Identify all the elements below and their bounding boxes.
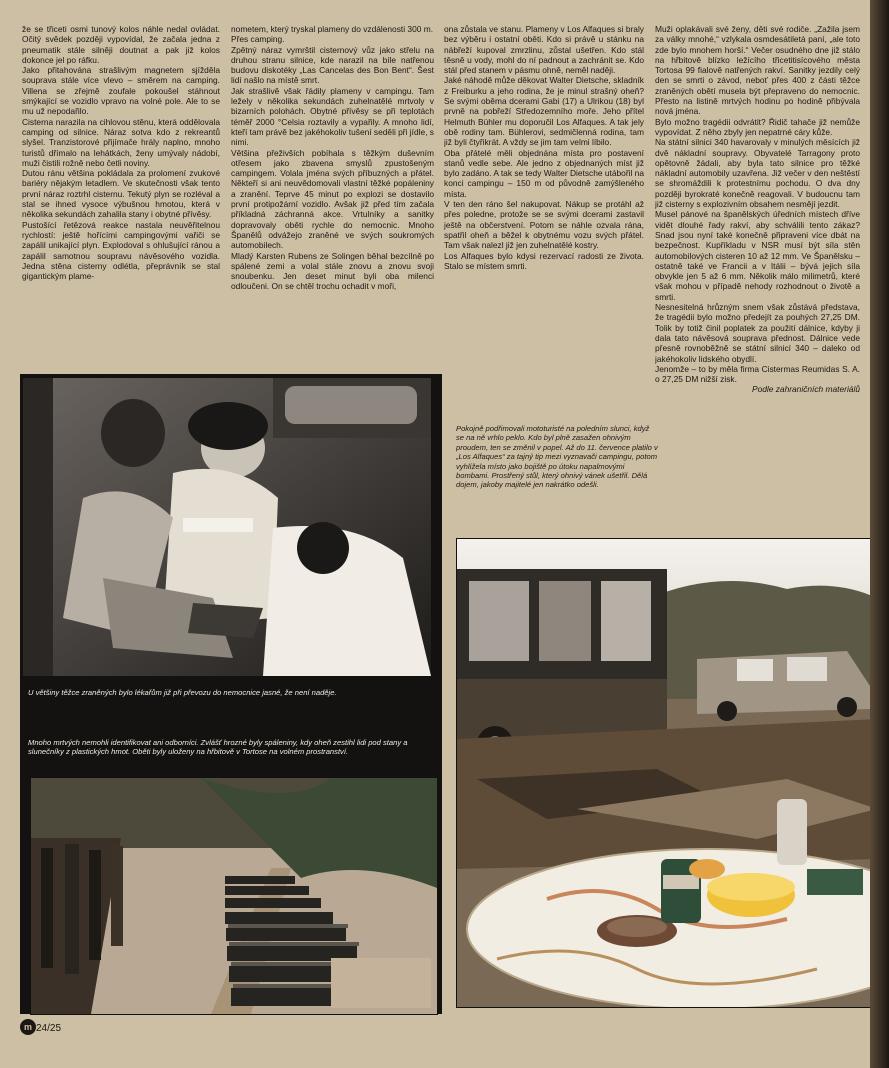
source-signature: Podle zahraničních materiálů bbox=[751, 384, 860, 395]
text-column-3 bbox=[444, 24, 644, 368]
paragraph: Na státní silnici 340 havarovaly v minulých měsících již dvě nákladní soupravy. Obyvatelé Tarragony proto opětovně žádali, aby byla tato silnice pro těžké nákladní automobily uzavřena. Již večer v den neštěstí se shromáždili k protestnímu pochodu. O dva dny později byrokraté konečně reagovali. V budoucnu tam již cisterny s explozivním obsahem nesmějí jezdit. bbox=[655, 137, 860, 210]
text-column-2 bbox=[231, 24, 434, 368]
paragraph: že se třiceti osmi tunový kolos náhle nedal ovládat. Očitý svědek později vypovídal, že začala jedna z pneumatik stále silněji doutnat a pak již kolos dokonce jel po ráfku. bbox=[22, 24, 220, 65]
paragraph: Cisterna narazila na cihlovou stěnu, která oddělovala camping od silnice. Náraz sotva kdo z rekreantů slyšel. Tranzistorové přijímače hrály naplno, mnoho turistů dřímalo na lehátkách, ženy umývaly nádobí, muži čistili rožně nebo četli noviny. bbox=[22, 116, 220, 168]
paragraph: Nesnesitelná hrůzným snem však zůstává představa, že tragédii bylo možno předejít za pouhých 27,25 DM. Tolik by totiž činil poplatek za použití dálnice, kdyby ji dala tato návěsová souprava přednost. Dálnice vede přesně rovnoběžně se státní silnicí 340 – daleko od jakéhokoliv lidského obydlí. bbox=[655, 302, 860, 364]
text-column-1 bbox=[22, 24, 220, 368]
photo-caption: Pokojně podřimovali mototuristé na poledním slunci, když se na ně vrhlo peklo. Kdo byl plně zasažen ohnivým proudem, ten se změnil v popel. Až do 11. července platilo v „Los Alfaques“ za tajný tip mezi vyznavači campingu, potom vyhlížela místo jako bojiště po útoku napalmovými bombami. Prostřený stůl, který ohnivý vánek ušetřil. Dělá dojem, jakoby majitelé jen nakrátko odešli. bbox=[456, 424, 658, 490]
paragraph: ona zůstala ve stanu. Plameny v Los Alfaques si braly bez výběru i ostatní oběti. Kdo si právě u stánku na nábřeží kupoval zmrzlinu, zůstal ušetřen. Kdo stál těsně u vody, mohl do ní padnout a zachránit se. Kdo stál před stanem v pásmu ohně, neměl naději. bbox=[444, 24, 644, 76]
paragraph: Musel pánové na španělských úředních místech dříve vidět dlouhé řady rakví, aby schválili tento zákaz? Snad jsou nyní také konečně připraveni více dbát na bezpečnost. Kupříkladu v NSR musí být síla stěn automobilových cisteren 10 až 12 mm. Ve Španělsku – ostatně také ve Francii a v Itálii – bývá jejich síla obvykle jen 5 až 6 mm. Několik málo milimetrů, které však mohou v případě nehody rozhodnout o životě a smrti. bbox=[655, 209, 860, 302]
paragraph: Jenomže – to by měla firma Cistermas Reumidas S. A. o 27,25 DM nižší zisk. bbox=[655, 363, 860, 385]
photo-caption: U většiny těžce zraněných bylo lékařům již při převozu do nemocnice jasné, že není naděje. bbox=[28, 688, 337, 697]
paragraph: V ten den ráno šel nakupovat. Nákup se protáhl až přes poledne, protože se se svými dcerami zastavil ještě na občerstvení. Potom se náhle ozvala rána, spatřil oheň a běžel k obytnému vozu svých přátel. Tam však nalezl již jen zuhelnatělé kostry. bbox=[444, 199, 644, 251]
paragraph: nometem, který tryskal plameny do vzdálenosti 300 m. bbox=[231, 24, 434, 34]
paragraph: Bylo možno tragédii odvrátit? Řidič tahače již nemůže vypovídat. Z něho zbyly jen nepatrné cáry kůže. bbox=[655, 116, 860, 137]
paragraph: Los Alfaques bylo kdysi rezervací radosti ze života. Stalo se místem smrti. bbox=[444, 250, 644, 271]
page-number: 24/25 bbox=[36, 1023, 62, 1034]
paragraph: Jaké náhodě může děkovat Walter Dietsche, skladník z Freiburku a jeho rodina, že je minul strašný oheň? Se svými oběma dcerami Gabi (17) a Ulrikou (18) byl prvně na pobřeží Středozemního moře. Jeho přítel Helmuth Bühler mu doporučil Los Alfaques. A tak jely obě rodiny tam. Bühlerovi, sedmičlenná rodina, tam již byli čtyřikrát. A vždy se jim tam velmi líbilo. bbox=[444, 75, 644, 148]
paragraph: Zpětný náraz vymrštil cisternový vůz jako střelu na druhou stranu silnice, kde narazil na bíle natřenou budovu diskotéky „Las Cancelas des Bon Bent“. Šest lidí našlo na místě smrt. bbox=[231, 44, 434, 86]
burned-campsite-photo bbox=[456, 538, 870, 1008]
paragraph: Oba přátelé měli objednána místa pro postavení stanů vedle sebe. Ale jedno z objednaných míst již bylo zadáno. A tak se tedy Walter Dietsche utábořil na konci campingu – 150 m od původně zamýšleného místa. bbox=[444, 147, 644, 199]
text-column-4 bbox=[655, 24, 860, 519]
magazine-logo: m bbox=[20, 1019, 36, 1035]
paragraph: Pustošící řetězová reakce nastala neuvěřitelnou rychlostí: ještě hořícími campingovými vařiči se zapálil unikající plyn. Explodoval s ohlušující ránou a zapálil samotnou soupravu návěsového vozidla. Jedna stěna cisterny odlétla, přeprávník se stal gigantickým plame- bbox=[22, 219, 220, 282]
rescue-photo bbox=[22, 377, 432, 677]
paragraph: Dutou ránu většina pokládala za prolomení zvukové bariéry nějakým letadlem. Ve skutečnosti však tento první náraz roztrhl cisternu. Tekutý plyn se rozléval a stal se ihned vysoce výbušnou hmotou, která v několika sekundách zahalila stany i obytné přívěsy. bbox=[22, 168, 220, 220]
page-edge-shadow bbox=[870, 0, 889, 1068]
paragraph: Mladý Karsten Rubens ze Solingen běhal bezcílně po spálené zemi a volal stále znovu a znovu svoji snoubenku. Jen deset minut byli oba milenci odloučeni. On se chtěl trochu ochadit v moři, bbox=[231, 250, 434, 292]
paragraph: Jak strašlivě však řádily plameny v campingu. Tam ležely v několika sekundách zuhelnatělé mrtvoly v bizarních polohách. Obytné přívěsy se při teplotách téměř 2000 °Celsia roztavily a vypařily. A mnoho lidí, kteří tam právě bez jakéhokoliv tušení seděli při jídle, s nimi. bbox=[231, 85, 434, 148]
coffins-photo bbox=[30, 777, 438, 1015]
paragraph: Většina přeživších pobíhala s těžkým duševním otřesem jako zbavena smyslů zpustošeným campingem. Volala jména svých příbuzných a přátel. Někteří si ani neuvědomovali vlastní těžké popáleniny a zranění. Teprve 45 minut po explozi se dostavilo první protipožární vozidlo. Avšak již před tím začala příkladná záchranná akce. Vrtulníky a sanitky dopravovaly oběti rychle do nemocnic. Mnoho Španělů odvážejo zraněné ve svých soukromých automobilech. bbox=[231, 147, 434, 251]
paragraph: Přes camping. bbox=[231, 34, 285, 45]
photo-caption: Mnoho mrtvých nemohli identifikovat ani odborníci. Zvlášť hrozné byly spáleniny, kdy oheň zestihl lidi pod stany a slunečníky z plastických hmot. Oběti byly uloženy na hřbitově v Tortose na volném prostranství. bbox=[28, 738, 408, 757]
paragraph: Muži oplakávali své ženy, děti své rodiče. „Zažila jsem za války mnohé,“ vzlykala osmdesátiletá paní, „ale toto zde bylo mnohem horší.“ Večer osudného dne již stálo na hřbitově blízko ležícího třicetitisícového města Tortosa 99 fialově natřených rakví. Sanitky jezdily celý den se smrti o závod, neboť přes 400 z části těžce zraněných obětí musela být přepraveno do nemocnic. Přesto na listině mrtvých hodinu po hodině přibývala nová jména. bbox=[655, 24, 860, 117]
paragraph: Jako přitahována strašlivým magnetem sjížděla souprava stále více vlevo – směrem na camping. Villena se zřejmě zoufale pokoušel stáhnout smýkající se vozidlo vpravo na volné pole. Ale to se mu už nepodařilo. bbox=[22, 65, 220, 117]
